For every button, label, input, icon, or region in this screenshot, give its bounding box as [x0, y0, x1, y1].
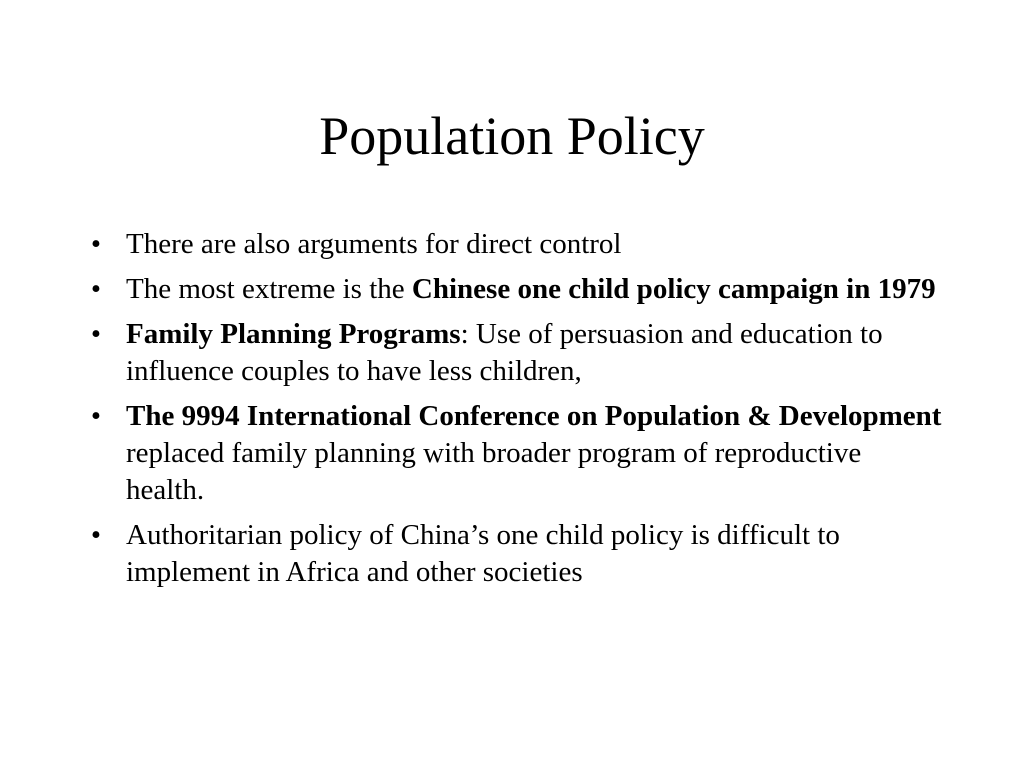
- bullet-item-one-child-policy: [86, 271, 946, 308]
- bullet-text-tail: replaced family planning with broader program of reproductive health.: [126, 437, 862, 506]
- bullet-icon: •: [90, 519, 102, 551]
- bullet-list: [86, 226, 946, 599]
- bullet-icon: •: [90, 273, 102, 305]
- slide-title: Population Policy: [319, 106, 705, 166]
- bullet-icon: •: [90, 400, 102, 432]
- bullet-item-international-conference: [86, 398, 946, 509]
- bullet-text-bold: Chinese one child policy campaign in 1979: [411, 273, 936, 305]
- bullet-item-authoritarian-policy: [86, 517, 946, 591]
- bullet-icon: •: [90, 228, 102, 260]
- bullet-item-family-planning: [86, 316, 946, 390]
- bullet-icon: •: [90, 318, 102, 350]
- bullet-text: Authoritarian policy of China’s one child policy is difficult to implement in Africa and other societies: [126, 519, 840, 588]
- bullet-text-tail: : Use of persuasion and education to influence couples to have less children,: [126, 318, 883, 387]
- bullet-text-lead: The most extreme is the: [126, 273, 412, 305]
- bullet-text-bold: The 9994 International Conference on Population & Development: [126, 400, 942, 432]
- bullet-text-bold: Family Planning Programs: [126, 318, 461, 350]
- bullet-item-direct-control: [86, 226, 946, 263]
- bullet-text: There are also arguments for direct control: [126, 228, 622, 260]
